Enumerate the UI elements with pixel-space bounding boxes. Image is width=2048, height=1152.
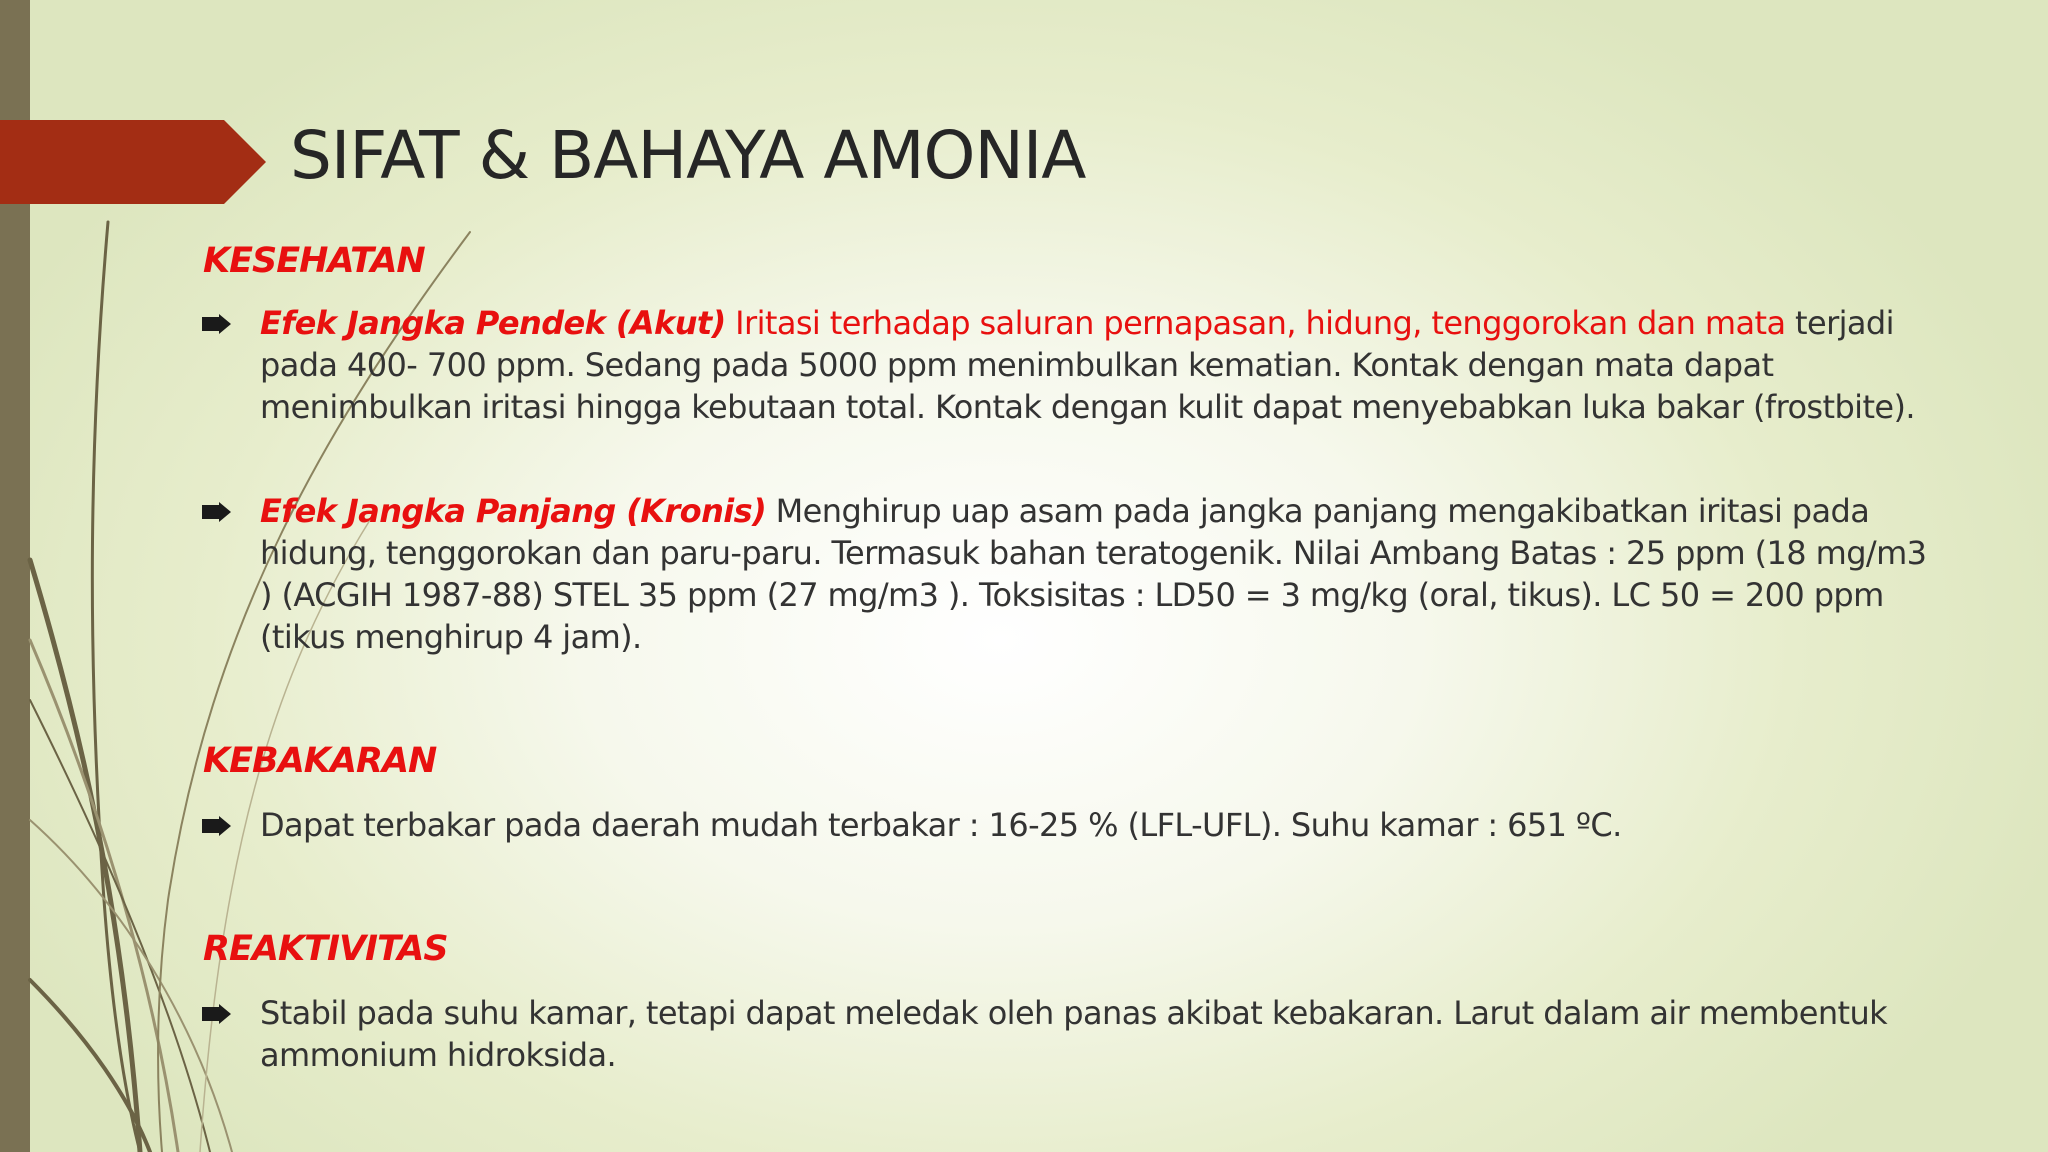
arrow-bullet-icon — [202, 314, 232, 334]
bullet-kebakaran — [260, 804, 1940, 846]
arrow-bullet-icon — [202, 502, 232, 522]
section-heading-reaktivitas: REAKTIVITAS — [203, 929, 448, 969]
bullet-kronis — [260, 490, 1940, 658]
slide-title: SIFAT & BAHAYA AMONIA — [290, 117, 1086, 194]
bullet-reaktivitas — [260, 992, 1940, 1076]
bullet-kronis-text: Menghirup uap asam pada jangka panjang mengakibatkan iritasi pada hidung, tenggorokan dan paru-paru. Termasuk bahan teratogenik. Nilai Ambang Batas : 25 ppm (18 mg/m3 ) (ACGIH 1987-88) STEL 35 ppm (27 mg/m3 ). Toksisitas : LD50 = 3 mg/kg (oral, tikus). LC 50 = 200 ppm (tikus menghirup 4 jam). — [260, 492, 1927, 656]
bullet-akut-lead: Efek Jangka Pendek (Akut) — [260, 304, 726, 342]
arrow-bullet-icon — [202, 816, 232, 836]
title-arrow-shape — [0, 0, 270, 1152]
bullet-akut-highlight: Iritasi terhadap saluran pernapasan, hidung, tenggorokan dan mata — [725, 304, 1786, 342]
arrow-bullet-icon — [202, 1004, 232, 1024]
section-heading-kebakaran: KEBAKARAN — [203, 741, 437, 781]
bullet-kronis-lead: Efek Jangka Panjang (Kronis) — [260, 492, 767, 530]
section-heading-kesehatan: KESEHATAN — [203, 241, 425, 281]
bullet-akut — [260, 302, 1940, 428]
bullet-akut-text: terjadi pada 400- 700 ppm. Sedang pada 5000 ppm menimbulkan kematian. Kontak dengan mata dapat menimbulkan iritasi hingga kebutaan total. Kontak dengan kulit dapat menyebabkan luka bakar (frostbite). — [260, 304, 1915, 426]
bullet-kebakaran-text: Dapat terbakar pada daerah mudah terbakar : 16-25 % (LFL-UFL). Suhu kamar : 651 ºC. — [260, 806, 1622, 844]
bullet-reaktivitas-text: Stabil pada suhu kamar, tetapi dapat meledak oleh panas akibat kebakaran. Larut dalam air membentuk ammonium hidroksida. — [260, 994, 1888, 1074]
